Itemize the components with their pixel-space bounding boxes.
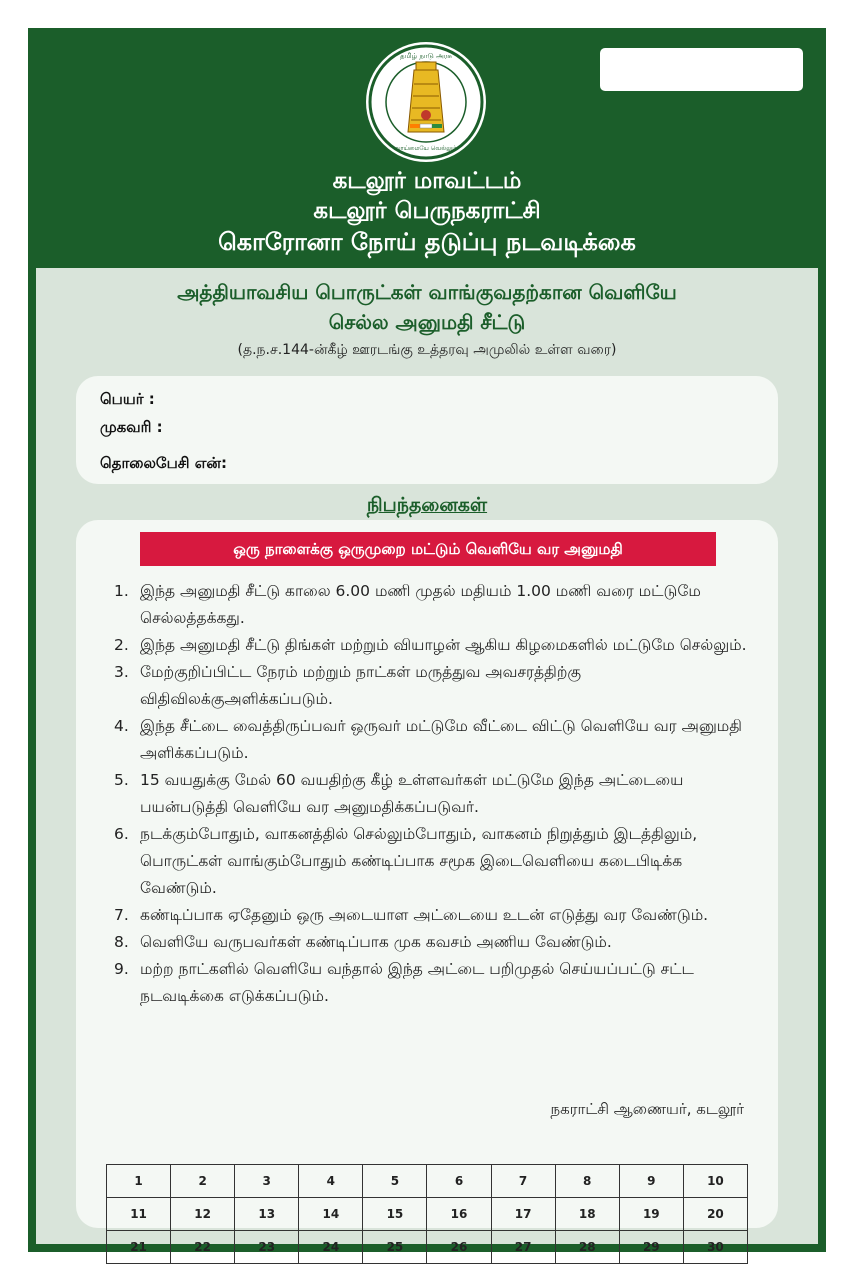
permit-subtitle: (த.ந.ச.144-ன்கீழ் ஊரடங்கு உத்தரவு அமுலில் உள்ள வரை) — [237, 342, 617, 358]
day-cell[interactable]: 22 — [171, 1231, 235, 1264]
condition-item: 7. கண்டிப்பாக ஏதேனும் ஒரு அடையாள அட்டையை உடன் எடுத்து வர வேண்டும். — [114, 906, 709, 924]
day-cell[interactable]: 17 — [491, 1198, 555, 1231]
permit-title: அத்தியாவசிய பொருட்கள் வாங்குவதற்கான வெளியே — [177, 280, 677, 304]
municipality-name: கடலூர் பெருநகராட்சி — [313, 198, 541, 224]
phone-label: தொலைபேசி என்: — [100, 454, 227, 472]
permit-title-line2: செல்ல அனுமதி சீட்டு — [328, 310, 526, 334]
day-cell[interactable]: 15 — [363, 1198, 427, 1231]
day-cell[interactable]: 4 — [299, 1165, 363, 1198]
condition-item: 2. இந்த அனுமதி சீட்டு திங்கள் மற்றும் வியாழன் ஆகிய கிழமைகளில் மட்டுமே செல்லும். — [114, 636, 747, 654]
condition-item: 5. 15 வயதுக்கு மேல் 60 வயதிற்கு கீழ் உள்ளவர்கள் மட்டுமே இந்த அட்டையை பயன்படுத்தி வெளியே வர அனுமதிக்கப்படுவர். — [114, 771, 684, 816]
day-cell[interactable]: 6 — [427, 1165, 491, 1198]
condition-item: 6. நடக்கும்போதும், வாகனத்தில் செல்லும்போதும், வாகனம் நிறுத்தும் இடத்திலும், பொருட்கள் வாங்கும்போதும் கண்டிப்பாக சமூக இடைவெளியை கடைபிடிக்க வேண்டும். — [114, 825, 698, 897]
day-cell[interactable]: 14 — [299, 1198, 363, 1231]
day-cell[interactable]: 23 — [235, 1231, 299, 1264]
name-label: பெயர் : — [100, 390, 155, 408]
day-cell[interactable]: 10 — [683, 1165, 747, 1198]
days-row — [107, 1198, 748, 1231]
day-cell[interactable]: 8 — [555, 1165, 619, 1198]
serial-number-box — [600, 48, 803, 91]
svg-text:வாய்மையே வெல்லும்: வாய்மையே வெல்லும் — [394, 145, 458, 152]
day-cell[interactable]: 11 — [107, 1198, 171, 1231]
day-cell[interactable]: 16 — [427, 1198, 491, 1231]
condition-item: 9. மற்ற நாட்களில் வெளியே வந்தால் இந்த அட்டை பறிமுதல் செய்யப்பட்டு சட்ட நடவடிக்கை எடுக்கப்படும். — [114, 960, 694, 1005]
permit-card — [28, 28, 826, 1252]
day-cell[interactable]: 28 — [555, 1231, 619, 1264]
district-name: கடலூர் மாவட்டம் — [332, 168, 522, 194]
days-row — [107, 1165, 748, 1198]
days-grid — [106, 1164, 748, 1264]
day-cell[interactable]: 7 — [491, 1165, 555, 1198]
day-cell[interactable]: 19 — [619, 1198, 683, 1231]
day-cell[interactable]: 30 — [683, 1231, 747, 1264]
once-per-day-banner: ஒரு நாளைக்கு ஒருமுறை மட்டும் வெளியே வர அனுமதி — [140, 532, 716, 566]
day-cell[interactable]: 29 — [619, 1231, 683, 1264]
day-cell[interactable]: 18 — [555, 1198, 619, 1231]
day-cell[interactable]: 5 — [363, 1165, 427, 1198]
permit-body — [36, 268, 818, 1254]
condition-item: 4. இந்த சீட்டை வைத்திருப்பவர் ஒருவர் மட்டுமே வீட்டை விட்டு வெளியே வர அனுமதி அளிக்கப்படும். — [114, 717, 742, 762]
header — [28, 28, 826, 268]
holder-details-box — [76, 376, 778, 484]
conditions-list — [114, 578, 749, 1010]
conditions-box — [76, 520, 778, 1254]
day-cell[interactable]: 24 — [299, 1231, 363, 1264]
day-cell[interactable]: 27 — [491, 1231, 555, 1264]
conditions-title: நிபந்தனைகள் — [366, 494, 488, 516]
condition-item: 8. வெளியே வருபவர்கள் கண்டிப்பாக முக கவசம் அணிய வேண்டும். — [114, 933, 612, 951]
day-cell[interactable]: 25 — [363, 1231, 427, 1264]
day-cell[interactable]: 13 — [235, 1198, 299, 1231]
day-cell[interactable]: 21 — [107, 1231, 171, 1264]
day-cell[interactable]: 2 — [171, 1165, 235, 1198]
condition-item: 3. மேற்குறிப்பிட்ட நேரம் மற்றும் நாட்கள் மருத்துவ அவசரத்திற்கு விதிவிலக்குஅளிக்கப்படும். — [114, 663, 582, 708]
day-cell[interactable]: 9 — [619, 1165, 683, 1198]
svg-text:தமிழ் நாடு அரசு: தமிழ் நாடு அரசு — [400, 52, 452, 60]
day-cell[interactable]: 20 — [683, 1198, 747, 1231]
commissioner-signature: நகராட்சி ஆணையர், கடலூர் — [550, 1100, 744, 1118]
address-label: முகவரி : — [100, 418, 163, 436]
tamil-nadu-emblem-icon — [364, 40, 488, 164]
day-cell[interactable]: 3 — [235, 1165, 299, 1198]
day-cell[interactable]: 1 — [107, 1165, 171, 1198]
day-cell[interactable]: 26 — [427, 1231, 491, 1264]
days-row — [107, 1231, 748, 1264]
condition-item: 1. இந்த அனுமதி சீட்டு காலை 6.00 மணி முதல் மதியம் 1.00 மணி வரை மட்டுமே செல்லத்தக்கது. — [114, 582, 701, 627]
day-cell[interactable]: 12 — [171, 1198, 235, 1231]
header-title: கொரோனா நோய் தடுப்பு நடவடிக்கை — [218, 228, 636, 256]
